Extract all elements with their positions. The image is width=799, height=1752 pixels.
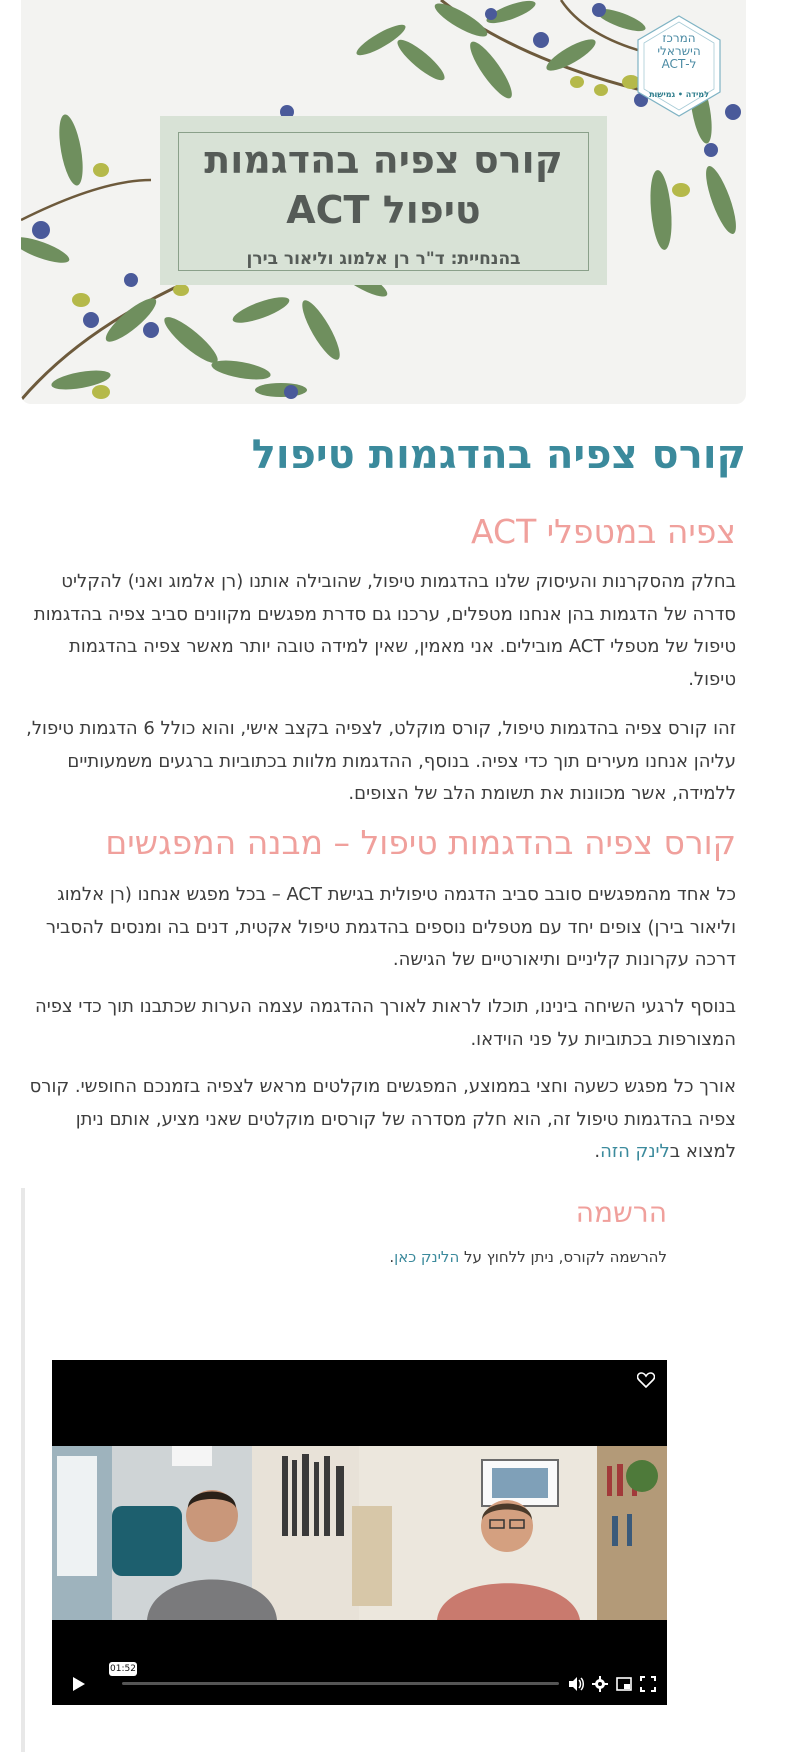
paragraph-structure-1: כל אחד מהמפגשים סובב סביב הדגמה טיפולית בגישת ACT – בכל מפגש אנחנו (רן אלמוג וליאור בירן) צופים יחד עם מטפלים נוספים בהדגמת טיפול אקטית, דנים בה ומנסים להסביר דרכה עקרונות קליניים ותיאורטיים של הגישה.: [45, 884, 736, 970]
registration-text-before: להרשמה לקורס, ניתן ללחוץ על: [459, 1248, 667, 1266]
pip-icon[interactable]: [616, 1676, 632, 1692]
logo-line-3: ל-ACT: [661, 57, 697, 71]
logo-text: [634, 32, 724, 71]
paragraph-structure-2: בנוסף לרגעי השיחה בינינו, תוכלו לראות לאורך ההדגמה עצמה הערות שכתבנו תוך כדי צפיה המצורפות בכתוביות על פני הוידאו.: [35, 996, 736, 1050]
logo-tagline: למידה • גמישות: [649, 90, 709, 99]
paragraph-structure-3: [21, 1071, 736, 1169]
logo: [634, 14, 724, 118]
logo-line-1: המרכז: [662, 31, 696, 45]
registration-text: [250, 1248, 667, 1266]
registration-link[interactable]: הלינק כאן: [394, 1248, 460, 1266]
registration-heading: הרשמה: [575, 1196, 667, 1229]
settings-icon[interactable]: [592, 1676, 608, 1692]
paragraph-intro-2: זהו קורס צפיה בהדגמות טיפול, קורס מוקלט, לצפיה בקצב אישי, והוא כולל 6 הדגמות טיפול, עליהן אנחנו מעירים תוך כדי צפיה. בנוסף, ההדגמות מלוות בכתוביות ברגעים משמעותיים ללמידה, אשר מכוונות את תשומת הלב של הצופים.: [26, 718, 736, 804]
page-title: קורס צפיה בהדגמות טיפול: [251, 432, 746, 478]
logo-line-2: הישראלי: [657, 44, 701, 58]
courses-link[interactable]: לינק הזה: [600, 1141, 670, 1162]
section-heading-act-viewing: צפיה במטפלי ACT: [471, 512, 736, 551]
volume-icon[interactable]: [568, 1676, 584, 1692]
video-player[interactable]: [52, 1360, 667, 1705]
section-heading-structure: קורס צפיה בהדגמות טיפול – מבנה המפגשים: [105, 823, 736, 862]
heart-icon[interactable]: [637, 1372, 655, 1388]
time-tooltip: 01:52: [110, 1664, 136, 1674]
video-frame[interactable]: [52, 1446, 667, 1620]
paragraph-intro-1: בחלק מהסקרנות והעיסוק שלנו בהדגמות טיפול, שהובילה אותנו (רן אלמוג ואני) להקליט סדרה של הדגמות בהן אנחנו מטפלים, ערכנו גם סדרת מפגשים מקוונים סביב צפיה בהדגמות טיפול של מטפלי ACT מובילים. אני מאמין, שאין למידה טובה יותר מאשר צפיה בהדגמות טיפול.: [33, 571, 736, 690]
hero-title-card: [160, 116, 607, 285]
registration-text-after: .: [389, 1248, 395, 1266]
hero-banner: [21, 0, 746, 404]
paragraph-structure-3-text: אורך כל מפגש כשעה וחצי בממוצע, המפגשים מוקלטים מראש לצפיה בזמנכם החופשי. קורס צפיה בהדגמות טיפול זה, הוא חלק מסדרה של קורסים מוקלטים שאני מציע, אותם ניתן למצוא ב: [29, 1076, 736, 1162]
hero-title: קורס צפיה בהדגמות טיפול ACT: [204, 137, 563, 232]
hero-subtitle: בהנחיית: ד"ר רן אלמוג וליאור בירן: [246, 248, 521, 269]
progress-bar[interactable]: [122, 1682, 559, 1685]
play-icon[interactable]: [72, 1676, 86, 1692]
paragraph-structure-3-end: .: [594, 1141, 601, 1162]
registration-side-border: [21, 1188, 25, 1752]
fullscreen-icon[interactable]: [640, 1676, 656, 1692]
